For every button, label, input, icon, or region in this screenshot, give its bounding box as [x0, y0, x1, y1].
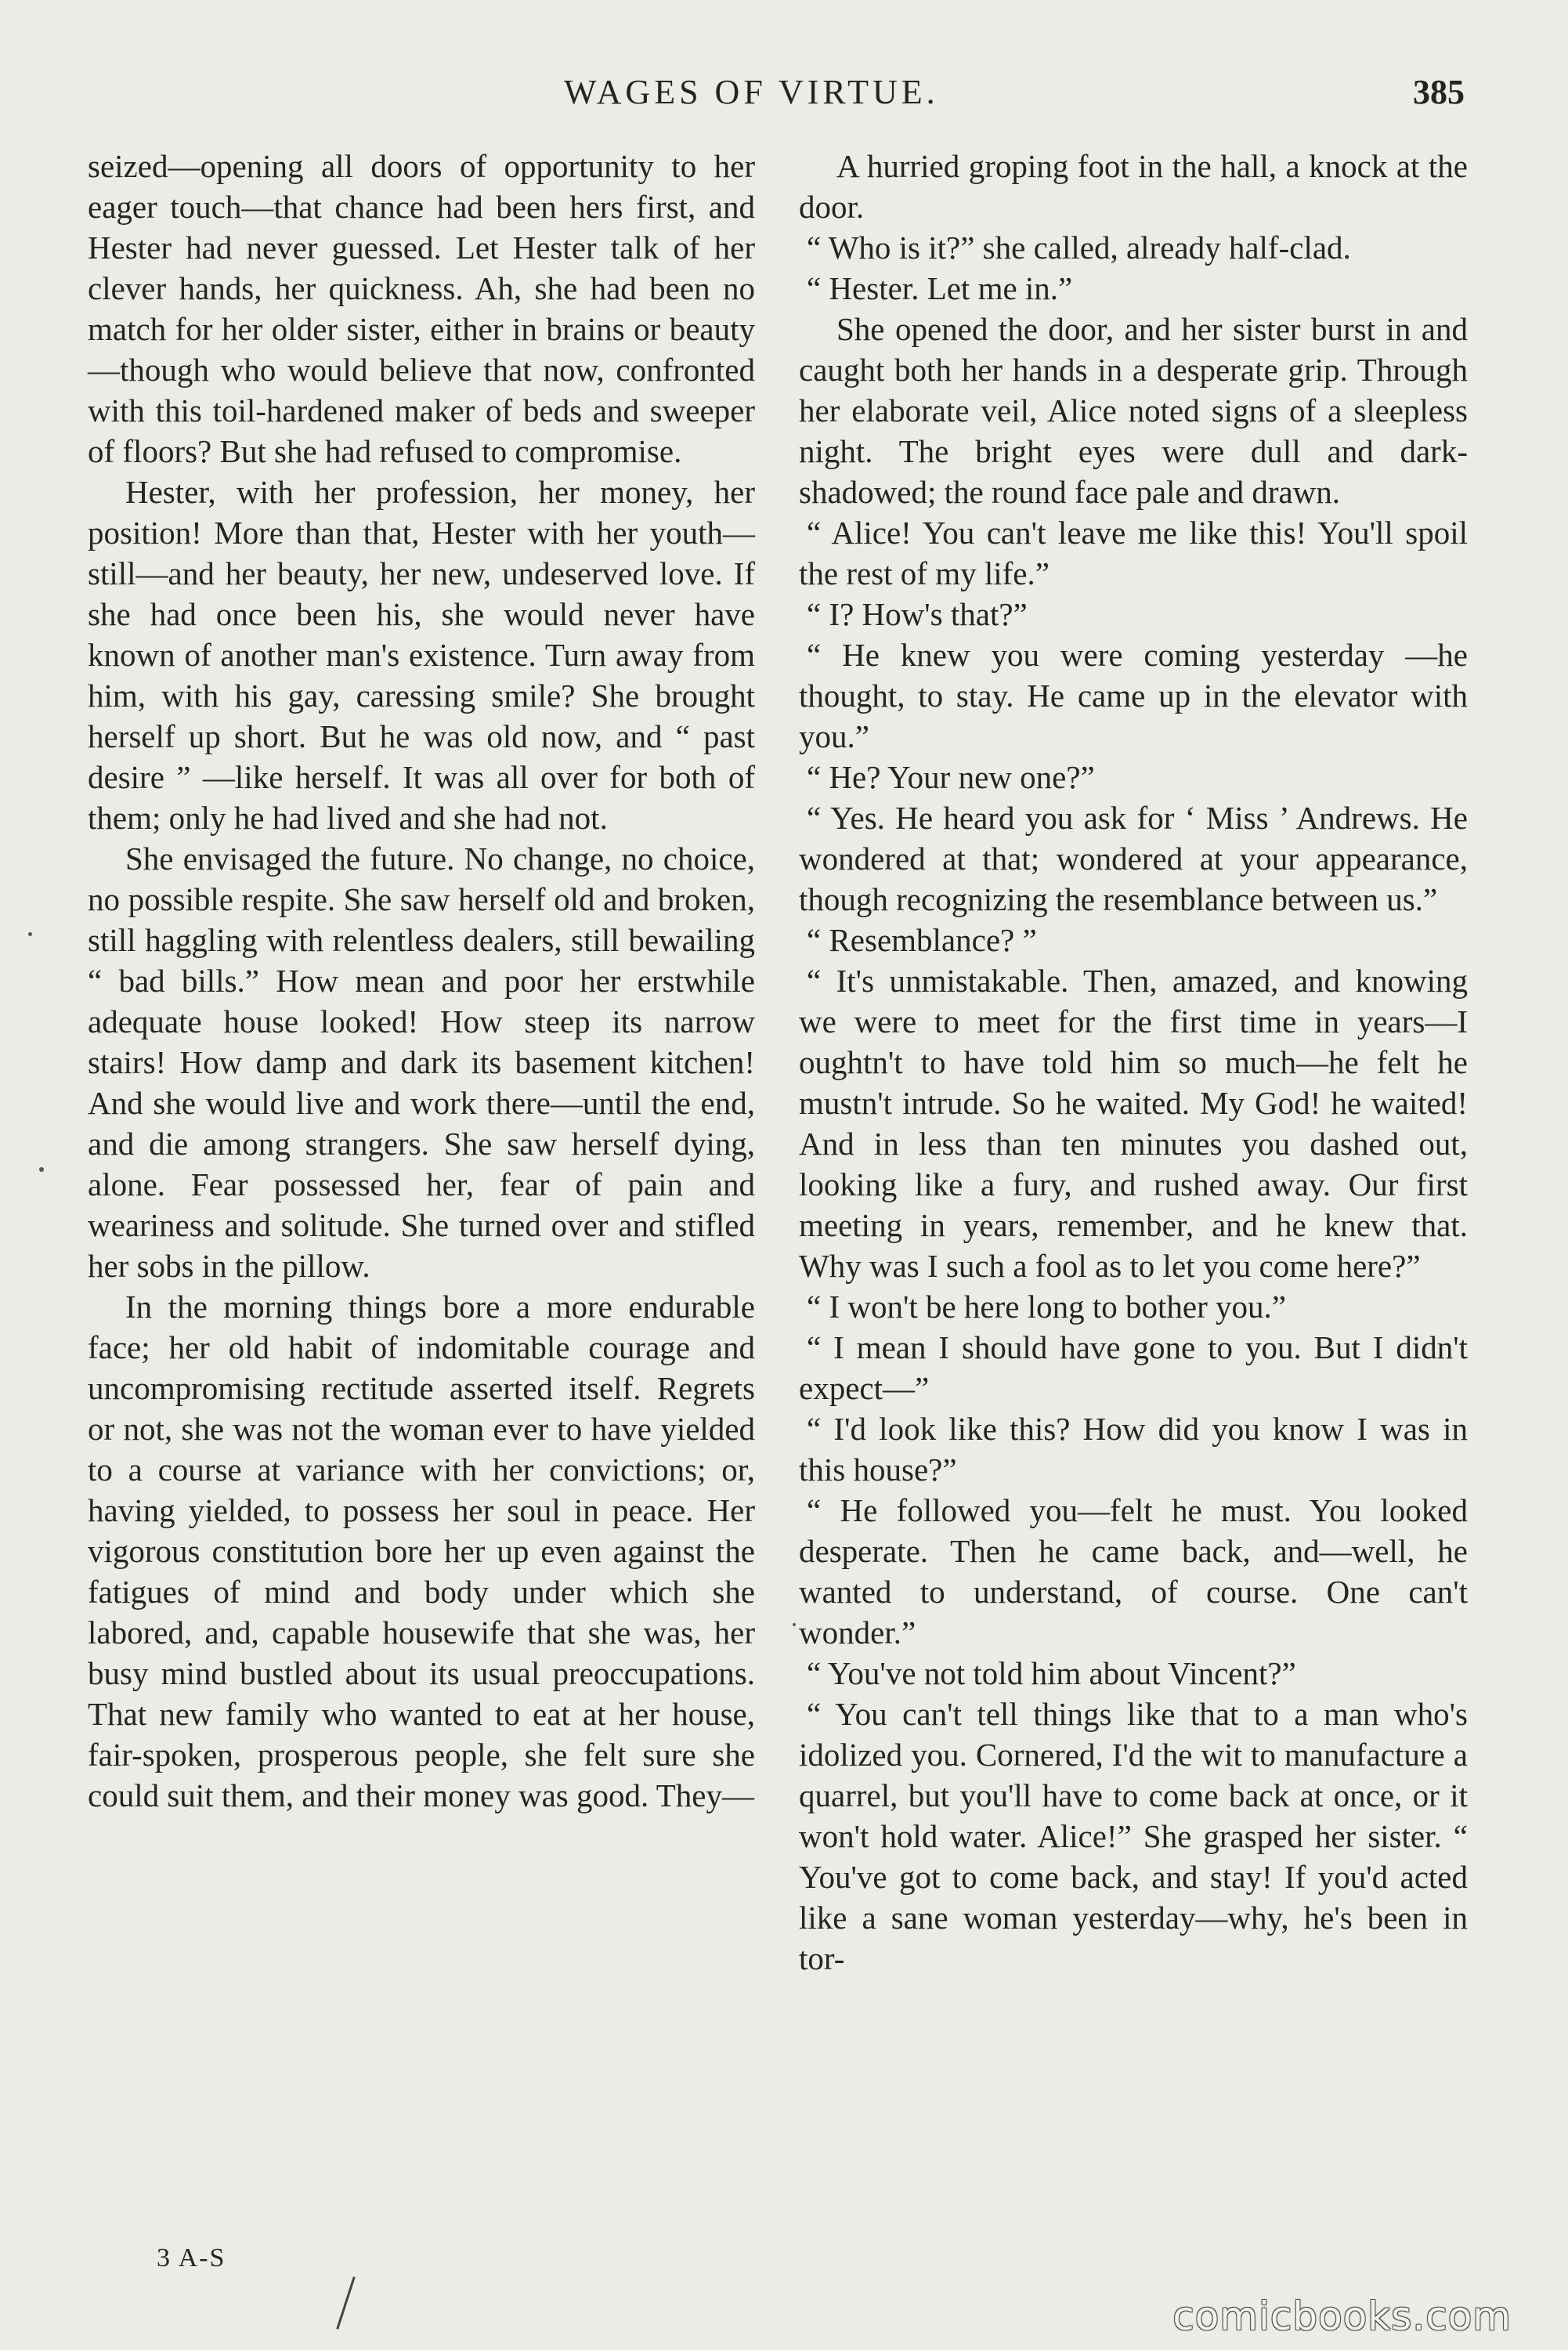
paragraph: She opened the door, and her sister burst in and caught both her hands in a desperate grip. Through her elaborate veil, Alice noted signs of a sleepless night. The bright eyes were dull and dark-shadowed; the round face pale and drawn.: [799, 311, 1468, 510]
dialogue-line: “ I won't be here long to bother you.”: [807, 1289, 1286, 1325]
paper-speck: [793, 1623, 796, 1626]
dialogue-line: “ He followed you—felt he must. You looked desperate. Then he came back, and—well, he wanted to understand, of course. One can't wonder.”: [799, 1492, 1468, 1650]
paper-speck: [39, 1167, 44, 1172]
dialogue-line: “ Alice! You can't leave me like this! You'll spoil the rest of my life.”: [799, 515, 1468, 591]
page-number: 385: [1413, 73, 1465, 111]
paragraph: Hester, with her profession, her money, her position! More than that, Hester with her youth—still—and her beauty, her new, undeserved love. If she had once been his, she would never have known of another man's existence. Turn away from him, with his gay, caressing smile? She brought herself up short. But he was old now, and “ past desire ” —like herself. It was all over for both of them; only he had lived and she had not.: [88, 474, 755, 836]
dialogue-line: “ It's unmistakable. Then, amazed, and knowing we were to meet for the first time in years—I oughtn't to have told him so much—he felt he mustn't intrude. So he waited. My God! he waited! And in less than ten minutes you dashed out, looking like a fury, and rushed away. Our first meeting in years, remember, and he knew that. Why was I such a fool as to let you come here?”: [799, 963, 1468, 1284]
dialogue-line: “ Who is it?” she called, already half-clad.: [807, 230, 1351, 266]
paragraph: seized—opening all doors of opportunity to her eager touch—that chance had been hers first, and Hester had never guessed. Let Hester talk of her clever hands, her quickness. Ah, she had been no match for her older sister, either in brains or beauty—though who would believe that now, confronted with this toil-hardened maker of beds and sweeper of floors? But she had refused to compromise.: [88, 148, 755, 469]
running-title: WAGES OF VIRTUE.: [564, 73, 939, 111]
site-watermark: comicbooks.com: [1172, 2294, 1512, 2339]
dialogue-line: “ I mean I should have gone to you. But I didn't expect—”: [799, 1329, 1468, 1406]
page-header: [0, 72, 1568, 127]
right-column: [799, 146, 1468, 1979]
signature-mark: 3 A-S: [157, 2243, 226, 2272]
paragraph: A hurried groping foot in the hall, a knock at the door.: [799, 148, 1468, 225]
dialogue-line: “ He? Your new one?”: [807, 759, 1095, 795]
dialogue-line: “ He knew you were coming yesterday —he thought, to stay. He came up in the elevator with you.”: [799, 637, 1468, 754]
paragraph: She envisaged the future. No change, no choice, no possible respite. She saw herself old and broken, still haggling with relentless dealers, still bewailing “ bad bills.” How mean and poor her erstwhile adequate house looked! How steep its narrow stairs! How damp and dark its basement kitchen! And she would live and work there—until the end, and die among strangers. She saw herself dying, alone. Fear possessed her, fear of pain and weariness and solitude. She turned over and stifled her sobs in the pillow.: [88, 841, 755, 1284]
paragraph: In the morning things bore a more endurable face; her old habit of indomitable courage and uncompromising rectitude asserted itself. Regrets or not, she was not the woman ever to have yielded to a course at variance with her convictions; or, having yielded, to possess her soul in peace. Her vigorous constitution bore her up even against the fatigues of mind and body under which she labored, and, capable housewife that she was, her busy mind bustled about its usual preoccupations. That new family who wanted to eat at her house, fair-spoken, prosperous people, she felt sure she could suit them, and their money was good. They—: [88, 1289, 755, 1813]
left-column: [88, 146, 755, 1816]
dialogue-line: “ Hester. Let me in.”: [807, 270, 1073, 306]
pencil-mark: [336, 2276, 355, 2330]
paper-speck: [28, 932, 32, 936]
dialogue-line: “ You can't tell things like that to a man who's idolized you. Cornered, I'd the wit to manufacture a quarrel, but you'll have to come back at once, or it won't hold water. Alice!” She grasped her sister. “ You've got to come back, and stay! If you'd acted like a sane woman yesterday—why, he's been in tor-: [799, 1696, 1468, 1976]
dialogue-line: “ I'd look like this? How did you know I was in this house?”: [799, 1411, 1468, 1488]
dialogue-line: “ You've not told him about Vincent?”: [807, 1655, 1296, 1691]
dialogue-line: “ Yes. He heard you ask for ‘ Miss ’ Andrews. He wondered at that; wondered at your appearance, though recognizing the resemblance between us.”: [799, 800, 1468, 917]
dialogue-line: “ I? How's that?”: [807, 596, 1028, 632]
dialogue-line: “ Resemblance? ”: [807, 922, 1037, 958]
